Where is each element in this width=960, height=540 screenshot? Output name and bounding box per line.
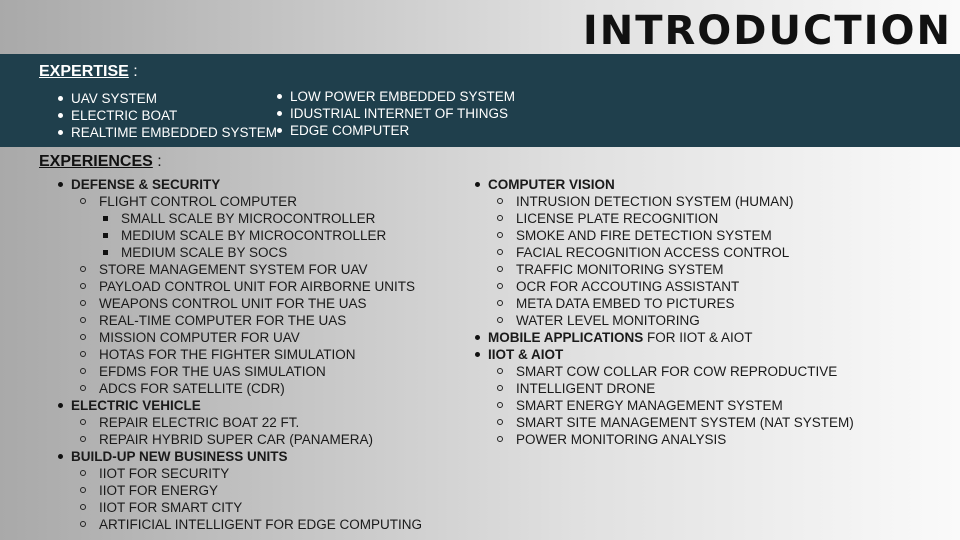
- experience-category: [472, 329, 854, 346]
- experience-item: LICENSE PLATE RECOGNITION: [494, 210, 854, 227]
- experience-item: ADCS FOR SATELLITE (CDR): [77, 380, 422, 397]
- experience-subgroup: [55, 295, 422, 312]
- experience-subgroup: [55, 380, 422, 397]
- experience-item: TRAFFIC MONITORING SYSTEM: [494, 261, 854, 278]
- category-title: ELECTRIC VEHICLE: [71, 398, 201, 413]
- experience-item: MISSION COMPUTER FOR UAV: [77, 329, 422, 346]
- experience-category-label: [488, 346, 854, 363]
- category-suffix: FOR IIOT & AIOT: [643, 330, 753, 345]
- experience-subgroup: [55, 312, 422, 329]
- experience-subitem: SMALL SCALE BY MICROCONTROLLER: [99, 210, 422, 227]
- experience-category-label: [488, 176, 854, 193]
- experience-subgroup: [55, 193, 422, 210]
- expertise-item: IDUSTRIAL INTERNET OF THINGS: [274, 105, 515, 122]
- experience-subgroup: [55, 278, 422, 295]
- experience-subitem: MEDIUM SCALE BY MICROCONTROLLER: [99, 227, 422, 244]
- experience-item: STORE MANAGEMENT SYSTEM FOR UAV: [77, 261, 422, 278]
- expertise-band: [0, 54, 960, 147]
- category-title: BUILD-UP NEW BUSINESS UNITS: [71, 449, 288, 464]
- experiences-heading: EXPERIENCES :: [39, 153, 162, 170]
- experience-category-label: [71, 176, 422, 193]
- experience-subgroup: [55, 431, 422, 448]
- experience-item: IIOT FOR SECURITY: [77, 465, 422, 482]
- experience-category-label: [71, 448, 422, 465]
- category-title: MOBILE APPLICATIONS: [488, 330, 644, 345]
- expertise-item: LOW POWER EMBEDDED SYSTEM: [274, 88, 515, 105]
- expertise-list-1: [55, 90, 277, 141]
- experience-item: SMART SITE MANAGEMENT SYSTEM (NAT SYSTEM): [494, 414, 854, 431]
- experience-subgroup: [55, 346, 422, 363]
- experience-subgroup: [55, 516, 422, 533]
- experience-subgroup: [472, 261, 854, 278]
- experiences-left-column: [55, 176, 422, 533]
- experience-subgroup: [472, 278, 854, 295]
- expertise-heading: EXPERTISE :: [39, 63, 138, 80]
- experience-subitem-wrap: [55, 227, 422, 244]
- experience-category: [472, 176, 854, 193]
- experience-subgroup: [472, 431, 854, 448]
- expertise-item: REALTIME EMBEDDED SYSTEM: [55, 124, 277, 141]
- experience-item: HOTAS FOR THE FIGHTER SIMULATION: [77, 346, 422, 363]
- experience-item: INTELLIGENT DRONE: [494, 380, 854, 397]
- experience-subgroup: [55, 465, 422, 482]
- experience-subgroup: [55, 329, 422, 346]
- experience-subgroup: [472, 380, 854, 397]
- experience-subgroup: [472, 295, 854, 312]
- experience-subgroup: [472, 244, 854, 261]
- experience-item: ARTIFICIAL INTELLIGENT FOR EDGE COMPUTING: [77, 516, 422, 533]
- experience-item: REPAIR HYBRID SUPER CAR (PANAMERA): [77, 431, 422, 448]
- experience-item: WEAPONS CONTROL UNIT FOR THE UAS: [77, 295, 422, 312]
- experience-category: [472, 346, 854, 363]
- experience-subgroup: [55, 499, 422, 516]
- page-title: INTRODUCTION: [582, 8, 952, 54]
- experience-item: PAYLOAD CONTROL UNIT FOR AIRBORNE UNITS: [77, 278, 422, 295]
- experience-subgroup: [55, 261, 422, 278]
- experience-item: IIOT FOR ENERGY: [77, 482, 422, 499]
- experience-item: OCR FOR ACCOUTING ASSISTANT: [494, 278, 854, 295]
- experience-category-label: [488, 329, 854, 346]
- experience-subgroup: [472, 397, 854, 414]
- experience-item: FACIAL RECOGNITION ACCESS CONTROL: [494, 244, 854, 261]
- experiences-right-column: [472, 176, 854, 448]
- experience-item: META DATA EMBED TO PICTURES: [494, 295, 854, 312]
- experience-category: [55, 448, 422, 465]
- category-title: IIOT & AIOT: [488, 347, 564, 362]
- experience-item: SMART COW COLLAR FOR COW REPRODUCTIVE: [494, 363, 854, 380]
- experience-subgroup: [55, 363, 422, 380]
- experience-subgroup: [472, 193, 854, 210]
- experience-subgroup: [55, 414, 422, 431]
- expertise-item: UAV SYSTEM: [55, 90, 277, 107]
- experience-subitem-wrap: [55, 244, 422, 261]
- expertise-item: ELECTRIC BOAT: [55, 107, 277, 124]
- experience-subgroup: [472, 227, 854, 244]
- experience-item: SMOKE AND FIRE DETECTION SYSTEM: [494, 227, 854, 244]
- experience-category: [55, 397, 422, 414]
- experience-subgroup: [55, 482, 422, 499]
- experience-subgroup: [472, 363, 854, 380]
- experience-item: IIOT FOR SMART CITY: [77, 499, 422, 516]
- experience-subgroup: [472, 414, 854, 431]
- experience-subitem-wrap: [55, 210, 422, 227]
- experience-subgroup: [472, 312, 854, 329]
- category-title: DEFENSE & SECURITY: [71, 177, 221, 192]
- experience-item: REPAIR ELECTRIC BOAT 22 FT.: [77, 414, 422, 431]
- category-title: COMPUTER VISION: [488, 177, 615, 192]
- experience-item: SMART ENERGY MANAGEMENT SYSTEM: [494, 397, 854, 414]
- experience-item: POWER MONITORING ANALYSIS: [494, 431, 854, 448]
- experience-item: WATER LEVEL MONITORING: [494, 312, 854, 329]
- experience-item: REAL-TIME COMPUTER FOR THE UAS: [77, 312, 422, 329]
- expertise-item: EDGE COMPUTER: [274, 122, 515, 139]
- experience-item: EFDMS FOR THE UAS SIMULATION: [77, 363, 422, 380]
- experience-category: [55, 176, 422, 193]
- experience-subitem: MEDIUM SCALE BY SOCS: [99, 244, 422, 261]
- expertise-list-2: [274, 88, 515, 139]
- experience-subgroup: [472, 210, 854, 227]
- experience-item: FLIGHT CONTROL COMPUTER: [77, 193, 422, 210]
- experience-category-label: [71, 397, 422, 414]
- experience-item: INTRUSION DETECTION SYSTEM (HUMAN): [494, 193, 854, 210]
